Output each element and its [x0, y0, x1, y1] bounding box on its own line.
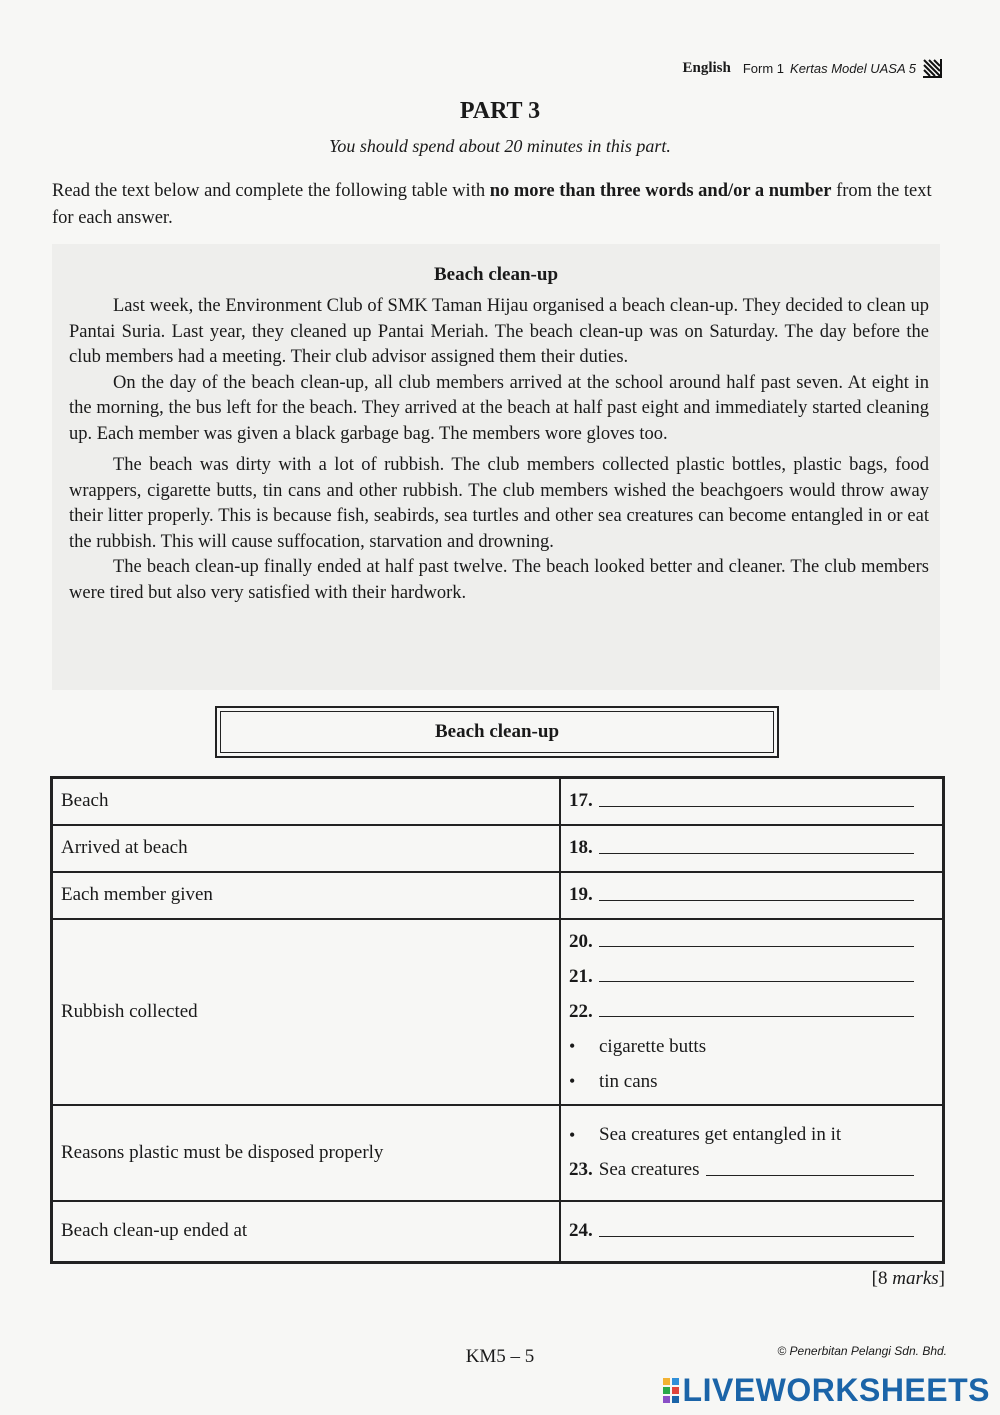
page-code: KM5 – 5 — [465, 1346, 535, 1367]
header-form: Form 1 — [742, 60, 785, 76]
answer-blank-18[interactable] — [599, 853, 914, 854]
answer-prefix: Sea creatures — [598, 1159, 700, 1180]
part-title: PART 3 — [459, 98, 541, 124]
table-row — [52, 778, 944, 825]
passage-paragraph: The beach was dirty with a lot of rubbish. The club members collected plastic bottles, plastic bags, food wrappers, cigarette butts, tin cans and other rubbish. The club members wished the beachgoers would throw away their litter properly. This is because fish, seabirds, sea turtles and other sea creatures can become entangled in or eat the rubbish. This will cause suffocation, starvation and drowning. — [69, 455, 929, 552]
question-number: 20. — [569, 930, 593, 952]
table-row — [52, 825, 944, 872]
marks-label — [872, 1268, 945, 1290]
bullet-text: Sea creatures get entangled in it — [599, 1124, 842, 1145]
answer-blank-24[interactable] — [599, 1236, 914, 1237]
row-label: Beach — [52, 778, 561, 825]
passage-paragraph: Last week, the Environment Club of SMK Taman Hijau organised a beach clean-up. They decided to clean up Pantai Suria. Last year, they cleaned up Pantai Meriah. The beach clean-up was on Saturday. The day before the club members had a meeting. Their club advisor assigned them their duties. — [69, 296, 929, 367]
answer-cell — [560, 872, 944, 919]
table-row — [52, 919, 944, 1105]
row-label: Rubbish collected — [52, 919, 561, 1105]
answer-table — [50, 776, 945, 1264]
part-subtitle: You should spend about 20 minutes in this part. — [329, 136, 671, 156]
marks-close: ] — [938, 1268, 945, 1289]
question-number: 19. — [569, 884, 593, 905]
marks-word: marks — [892, 1268, 939, 1289]
header-paper: Kertas Model UASA 5 — [790, 60, 916, 76]
answer-blank-22[interactable] — [599, 1016, 914, 1017]
answer-cell — [560, 825, 944, 872]
answer-blank-23[interactable] — [706, 1175, 915, 1176]
question-number: 22. — [569, 1000, 593, 1022]
bullet-icon: • — [569, 1071, 576, 1091]
passage-paragraph: The beach clean-up finally ended at half past twelve. The beach looked better and cleaner. The club members were tired but also very satisfied with their hardwork. — [69, 557, 929, 603]
answer-blank-21[interactable] — [599, 981, 914, 982]
question-number: 21. — [569, 965, 593, 987]
page-header — [682, 58, 942, 78]
copyright: © Penerbitan Pelangi Sdn. Bhd. — [777, 1344, 947, 1358]
answer-cell — [560, 1201, 944, 1263]
brand-text: LIVEWORKSHEETS — [682, 1372, 990, 1408]
liveworksheets-logo-icon — [663, 1376, 679, 1406]
bullet-text: tin cans — [599, 1070, 658, 1092]
reading-passage — [52, 244, 940, 690]
question-number: 18. — [569, 837, 593, 858]
table-row — [52, 872, 944, 919]
bullet-text: cigarette butts — [599, 1035, 707, 1057]
row-label: Reasons plastic must be disposed properly — [52, 1105, 561, 1201]
row-label: Beach clean-up ended at — [52, 1201, 561, 1263]
instructions — [52, 178, 952, 232]
answer-blank-19[interactable] — [599, 900, 914, 901]
marks-open: [8 — [871, 1268, 893, 1289]
question-number: 17. — [569, 790, 593, 812]
bullet-icon: • — [569, 1124, 576, 1145]
question-number: 24. — [569, 1220, 593, 1242]
answer-cell — [560, 919, 944, 1105]
answer-blank-17[interactable] — [599, 806, 914, 807]
liveworksheets-watermark — [663, 1372, 990, 1409]
table-title: Beach clean-up — [215, 706, 779, 758]
passage-paragraph: On the day of the beach clean-up, all club members arrived at the school around half past seven. At eight in the morning, the bus left for the beach. They arrived at the beach at half past eight and immediately started cleaning up. Each member was given a black garbage bag. The members wore gloves too. — [69, 372, 929, 444]
answer-cell — [560, 778, 944, 825]
instructions-emphasis: no more than three words and/or a number — [489, 181, 832, 201]
row-label: Arrived at beach — [52, 825, 561, 872]
publisher-logo-icon — [922, 58, 942, 78]
instructions-lead: Read the text below and complete the following table with — [52, 181, 490, 201]
row-label: Each member given — [52, 872, 561, 919]
table-row — [52, 1105, 944, 1201]
instructions-tail: from the text for each answer. — [52, 181, 932, 228]
header-subject: English — [682, 59, 731, 76]
table-row — [52, 1201, 944, 1263]
question-number: 23. — [569, 1159, 593, 1180]
answer-blank-20[interactable] — [599, 946, 914, 947]
answer-cell — [560, 1105, 944, 1201]
bullet-icon: • — [569, 1036, 576, 1056]
passage-title: Beach clean-up — [433, 264, 559, 285]
